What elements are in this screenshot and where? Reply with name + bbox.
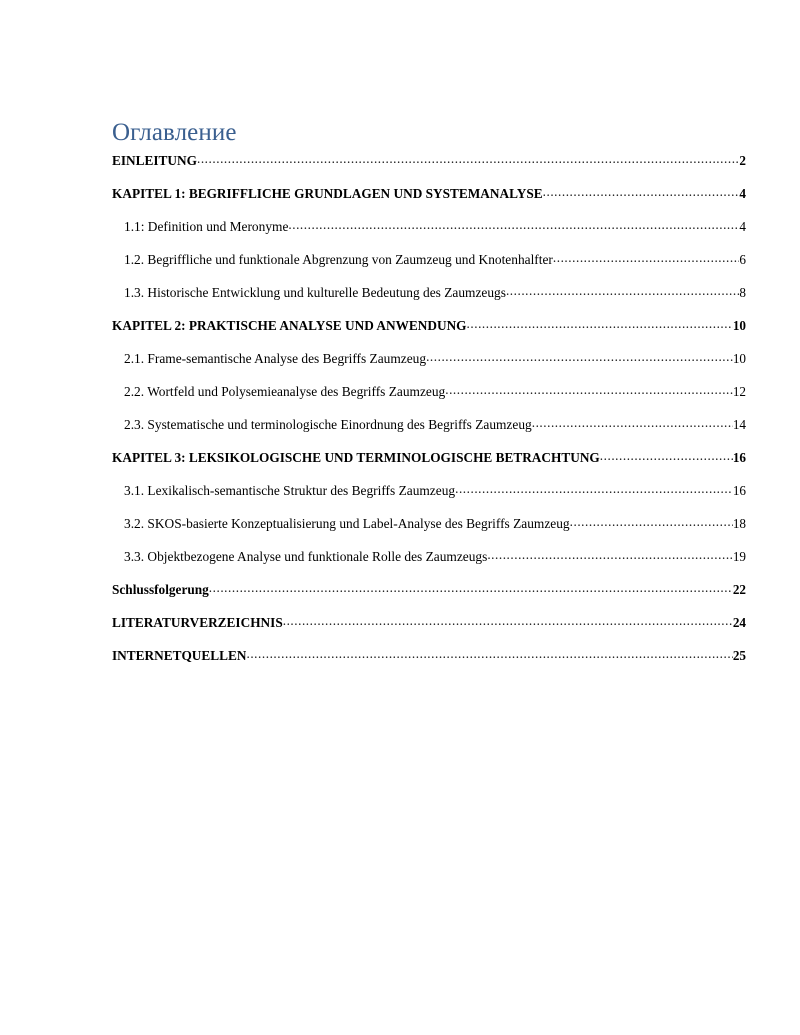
- table-of-contents: [112, 118, 746, 680]
- toc-entry-label: 1.2. Begriffliche und funktionale Abgrenzung von Zaumzeug und Knotenhalfter: [124, 252, 553, 267]
- toc-entry[interactable]: [112, 218, 746, 251]
- toc-entry-label: LITERATURVERZEICHNIS: [112, 615, 283, 630]
- toc-entry-page-number: 12: [732, 384, 746, 399]
- toc-entry[interactable]: [112, 185, 746, 218]
- toc-entry-page-number: 6: [739, 252, 746, 267]
- toc-dot-leader: [455, 482, 733, 495]
- toc-entry-page-number: 14: [732, 417, 746, 432]
- toc-entry-page-number: 18: [732, 516, 746, 531]
- toc-dot-leader: [288, 218, 739, 231]
- toc-entry[interactable]: [112, 548, 746, 581]
- toc-entry[interactable]: [112, 449, 746, 482]
- toc-dot-leader: [506, 284, 739, 297]
- toc-dot-leader: [543, 185, 740, 198]
- toc-dot-leader: [246, 647, 732, 660]
- toc-entry[interactable]: [112, 152, 746, 185]
- toc-entry[interactable]: [112, 317, 746, 350]
- toc-entry-label: 2.3. Systematische und terminologische Einordnung des Begriffs Zaumzeug: [124, 417, 532, 432]
- toc-entry-label: KAPITEL 2: PRAKTISCHE ANALYSE UND ANWENDUNG: [112, 318, 467, 333]
- toc-dot-leader: [467, 317, 733, 330]
- toc-entry[interactable]: [112, 416, 746, 449]
- toc-entry-page-number: 4: [739, 186, 746, 201]
- toc-dot-leader: [570, 515, 733, 528]
- toc-entry-label: INTERNETQUELLEN: [112, 648, 247, 663]
- toc-entry-label: 3.1. Lexikalisch-semantische Struktur des Begriffs Zaumzeug: [124, 483, 456, 498]
- toc-dot-leader: [197, 152, 739, 165]
- toc-entry-label: 3.3. Objektbezogene Analyse und funktionale Rolle des Zaumzeugs: [124, 549, 488, 564]
- toc-entry[interactable]: [112, 581, 746, 614]
- toc-dot-leader: [600, 449, 733, 462]
- toc-dot-leader: [532, 416, 733, 429]
- toc-entry-page-number: 25: [732, 648, 746, 663]
- toc-entry-label: KAPITEL 3: LEKSIKOLOGISCHE UND TERMINOLOGISCHE BETRACHTUNG: [112, 450, 600, 465]
- toc-entry-label: 3.2. SKOS-basierte Konzeptualisierung und Label-Analyse des Begriffs Zaumzeug: [124, 516, 570, 531]
- page-title: Оглавление: [112, 119, 237, 146]
- toc-entry[interactable]: [112, 284, 746, 317]
- toc-entry-list: [112, 152, 746, 680]
- toc-dot-leader: [283, 614, 733, 627]
- toc-entry-label: 2.2. Wortfeld und Polysemieanalyse des Begriffs Zaumzeug: [124, 384, 446, 399]
- toc-dot-leader: [445, 383, 733, 396]
- toc-entry-page-number: 24: [732, 615, 746, 630]
- toc-entry-page-number: 10: [732, 351, 746, 366]
- toc-entry-label: KAPITEL 1: BEGRIFFLICHE GRUNDLAGEN UND SYSTEMANALYSE: [112, 186, 543, 201]
- toc-entry-page-number: 16: [732, 450, 746, 465]
- toc-entry-page-number: 10: [732, 318, 746, 333]
- toc-dot-leader: [553, 251, 740, 264]
- toc-entry[interactable]: [112, 251, 746, 284]
- toc-entry-label: EINLEITUNG: [112, 153, 197, 168]
- toc-entry-label: 2.1. Frame-semantische Analyse des Begriffs Zaumzeug: [124, 351, 427, 366]
- toc-entry-page-number: 4: [739, 219, 746, 234]
- toc-entry[interactable]: [112, 350, 746, 383]
- toc-entry-label: Schlussfolgerung: [112, 582, 209, 597]
- toc-dot-leader: [426, 350, 733, 363]
- toc-entry-page-number: 16: [732, 483, 746, 498]
- toc-entry-page-number: 19: [732, 549, 746, 564]
- toc-entry[interactable]: [112, 614, 746, 647]
- toc-entry[interactable]: [112, 647, 746, 680]
- toc-entry-page-number: 8: [739, 285, 746, 300]
- toc-entry[interactable]: [112, 482, 746, 515]
- toc-entry[interactable]: [112, 515, 746, 548]
- toc-dot-leader: [487, 548, 733, 561]
- toc-entry[interactable]: [112, 383, 746, 416]
- toc-entry-page-number: 2: [739, 153, 746, 168]
- toc-entry-page-number: 22: [732, 582, 746, 597]
- toc-entry-label: 1.1: Definition und Meronyme: [124, 219, 289, 234]
- toc-dot-leader: [209, 581, 733, 594]
- toc-entry-label: 1.3. Historische Entwicklung und kulturelle Bedeutung des Zaumzeugs: [124, 285, 506, 300]
